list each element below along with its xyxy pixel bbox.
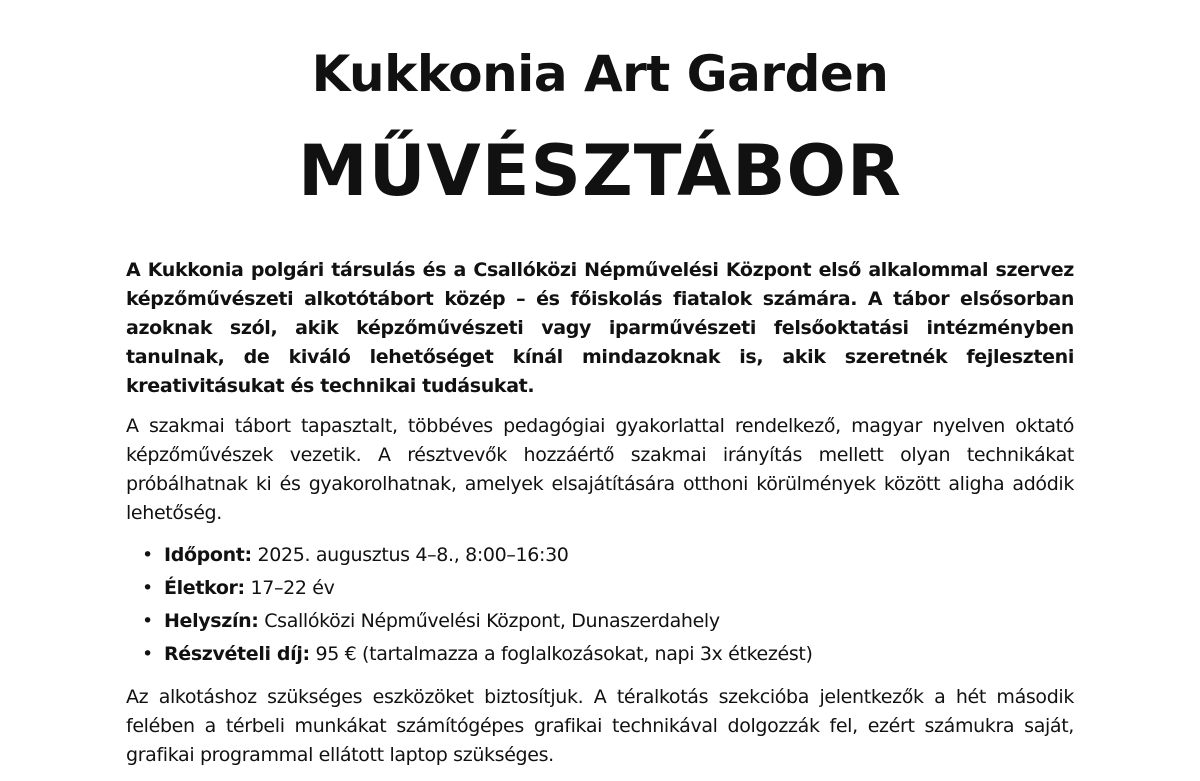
list-item-age — [126, 572, 1074, 605]
bullet-icon: • — [142, 577, 153, 599]
document-body — [126, 256, 1074, 781]
page-subtitle: MŰVÉSZTÁBOR — [298, 130, 902, 212]
info-value: 95 € (tartalmazza a foglalkozásokat, napi 3x étkezést) — [315, 643, 813, 665]
info-list — [126, 539, 1074, 671]
info-label: Részvételi díj: — [164, 643, 310, 665]
info-value: 17–22 év — [250, 577, 335, 599]
info-label: Időpont: — [164, 544, 252, 566]
equipment-paragraph: Az alkotáshoz szükséges eszközöket biztosítjuk. A téralkotás szekcióba jelentkezők a hét második felében a térbeli munkákat számítógépes grafikai technikával dolgozzák fel, ezért számukra saját, grafikai programmal ellátott laptop szükséges. — [126, 686, 1074, 766]
bullet-icon: • — [142, 544, 153, 566]
info-label: Életkor: — [164, 577, 245, 599]
description-paragraph: A szakmai tábort tapasztalt, többéves pedagógiai gyakorlattal rendelkező, magyar nyelven oktató képzőművészek vezetik. A résztvevők hozzáértő szakmai irányítás mellett olyan technikákat próbálhatnak ki és gyakorolhatnak, amelyek elsajátítására otthoni körülmények között aligha adódik lehetőség. — [126, 415, 1074, 524]
info-value: Csallóközi Népművelési Központ, Dunaszerdahely — [264, 610, 720, 632]
page-title: Kukkonia Art Garden — [311, 45, 889, 103]
info-value: 2025. augusztus 4–8., 8:00–16:30 — [257, 544, 569, 566]
bullet-icon: • — [142, 610, 153, 632]
list-item-date — [126, 539, 1074, 572]
list-item-location — [126, 605, 1074, 638]
list-item-fee — [126, 638, 1074, 671]
bullet-icon: • — [142, 643, 153, 665]
intro-paragraph: A Kukkonia polgári társulás és a Csallóközi Népművelési Központ első alkalommal szervez képzőművészeti alkotótábort közép – és főiskolás fiatalok számára. A tábor elsősorban azoknak szól, akik képzőművészeti vagy iparművészeti felsőoktatási intézményben tanulnak, de kiváló lehetőséget kínál mindazoknak is, akik szeretnék fejleszteni kreativitásukat és technikai tudásukat. — [126, 259, 1074, 397]
info-label: Helyszín: — [164, 610, 259, 632]
